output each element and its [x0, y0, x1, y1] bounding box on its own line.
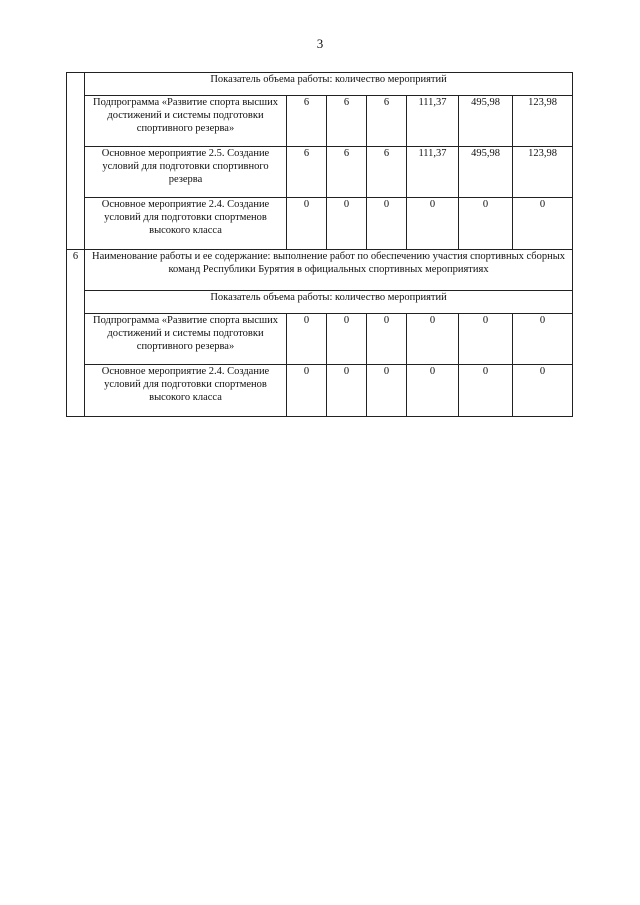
- value-cell: 6: [287, 96, 327, 147]
- row-name: Основное мероприятие 2.4. Создание условий для подготовки спортменов высокого класса: [85, 198, 287, 250]
- indicator-header: Показатель объема работы: количество мероприятий: [85, 73, 573, 96]
- value-cell: 0: [513, 365, 573, 417]
- row-name: Основное мероприятие 2.4. Создание условий для подготовки спортменов высокого класса: [85, 365, 287, 417]
- value-cell: 0: [459, 314, 513, 365]
- indicator-header: Показатель объема работы: количество мероприятий: [85, 291, 573, 314]
- row-name: Основное мероприятие 2.5. Создание условий для подготовки спортивного резерва: [85, 147, 287, 198]
- value-cell: 0: [327, 365, 367, 417]
- work-description: Наименование работы и ее содержание: выполнение работ по обеспечению участия спортивных сборных команд Республики Бурятия в официальных спортивных мероприятиях: [85, 250, 573, 291]
- page-number: 3: [316, 36, 324, 51]
- value-cell: 0: [459, 365, 513, 417]
- value-cell: 123,98: [513, 96, 573, 147]
- value-cell: 495,98: [459, 147, 513, 198]
- value-cell: 495,98: [459, 96, 513, 147]
- table-row: [67, 96, 573, 147]
- value-cell: 0: [327, 314, 367, 365]
- value-cell: 0: [367, 365, 407, 417]
- table-row: [67, 250, 573, 291]
- table-row: [67, 314, 573, 365]
- value-cell: 111,37: [407, 147, 459, 198]
- document-table: [66, 72, 573, 417]
- value-cell: 0: [367, 314, 407, 365]
- value-cell: 6: [287, 147, 327, 198]
- value-cell: 123,98: [513, 147, 573, 198]
- value-cell: 0: [513, 198, 573, 250]
- table-row: [67, 291, 573, 314]
- value-cell: 6: [367, 96, 407, 147]
- value-cell: 6: [327, 96, 367, 147]
- value-cell: 0: [407, 314, 459, 365]
- table-row: [67, 198, 573, 250]
- value-cell: 111,37: [407, 96, 459, 147]
- row-name: Подпрограмма «Развитие спорта высших достижений и системы подготовки спортивного резерва»: [85, 96, 287, 147]
- value-cell: 0: [287, 198, 327, 250]
- section-number-cell: 6: [67, 250, 85, 417]
- value-cell: 0: [287, 365, 327, 417]
- value-cell: 0: [407, 198, 459, 250]
- value-cell: 0: [367, 198, 407, 250]
- value-cell: 0: [407, 365, 459, 417]
- value-cell: 0: [459, 198, 513, 250]
- table-row: [67, 365, 573, 417]
- value-cell: 6: [367, 147, 407, 198]
- section-number-cell: [67, 73, 85, 250]
- value-cell: 6: [327, 147, 367, 198]
- row-name: Подпрограмма «Развитие спорта высших достижений и системы подготовки спортивного резерва»: [85, 314, 287, 365]
- table-row: [67, 147, 573, 198]
- value-cell: 0: [513, 314, 573, 365]
- value-cell: 0: [287, 314, 327, 365]
- value-cell: 0: [327, 198, 367, 250]
- table-row: [67, 73, 573, 96]
